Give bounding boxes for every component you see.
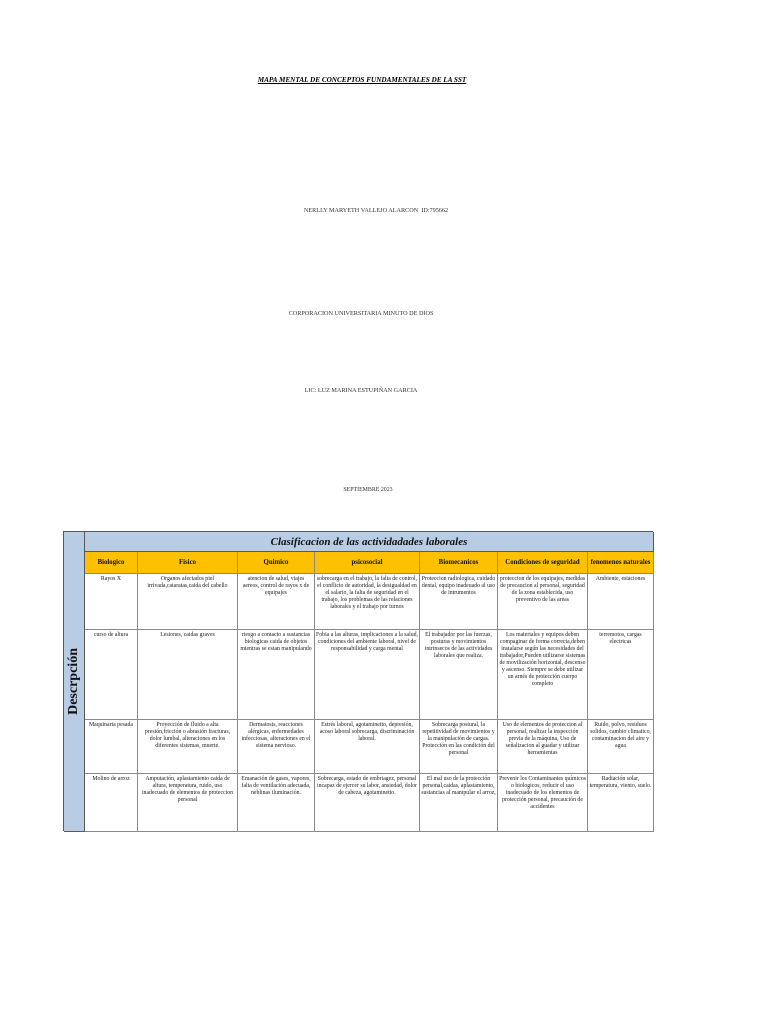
cell-fenomenos-naturales: Ruido, polvo, residuos solidos, cambio climatico, contaminacion del aire y agua — [588, 720, 654, 774]
column-header-psicosocial: psicosocial — [315, 552, 420, 574]
author-line: NERLLY MARYETH VALLEJO ALARCON ID:795662 — [303, 207, 449, 214]
cell-psicosocial: sobrecarga en el trabajo, la falta de control, el conflicto de autoridad, la desigualdad en el salario, la falta de seguridad en el trabajo, los problemas de las relaciones laborales y el trabajo por turnos — [315, 574, 420, 630]
date-line: SEPTIEMBRE 2023 — [343, 487, 393, 493]
cell-fenomenos-naturales: terremotos, cargas electricas — [588, 630, 654, 720]
institution-line: CORPORACION UNIVERSITARIA MINUTO DE DIOS — [288, 310, 434, 317]
activities-classification-table — [63, 531, 653, 831]
column-header-fenomenos-naturales: fenomenos naturales — [588, 552, 654, 574]
cell-fisico: Organos afectados piel irrivada,cataratas,caida del cabello — [138, 574, 238, 630]
cell-condiciones-seguridad: Uso de elementos de proteccion al personal, realizar la inspección previa de la máquina, Uso de señalizacion al guadar y utilizar herramientas — [498, 720, 588, 774]
column-header-fisico: Fisico — [138, 552, 238, 574]
column-header-condiciones-seguridad: Condiciones de seguridad — [498, 552, 588, 574]
cell-condiciones-seguridad: Los materiales y equipos deben compaginar de forma correcta,deben instalarse según las necesidades del trabajador,Pueden utilizarse sistemas de movilización horizontal, descenso y ascenso. Siempre se debe utilizar un arnés de protección cuerpo completo — [498, 630, 588, 720]
cell-biologico: Rayos X — [85, 574, 138, 630]
cell-biologico: Maquinaria pesada — [85, 720, 138, 774]
document-title: MAPA MENTAL DE CONCEPTOS FUNDAMENTALES DE LA SST — [257, 76, 467, 84]
cell-condiciones-seguridad: Prevenir los Contaminantes químicos o biologicos, reducir el uso inadecuado de los elementos de protección personal, precaución de accidentes — [498, 774, 588, 832]
cell-quimico: riesgo a contacto a sustancias biologicas caida de objetos mientras se estan manipulando — [238, 630, 315, 720]
cell-quimico: Emanación de gases, vapores, falta de ventilación adecuada, neblinas iluminación. — [238, 774, 315, 832]
column-header-biomecanicos: Biomecanicos — [420, 552, 498, 574]
column-header-biologico: Biologico — [85, 552, 138, 574]
cell-biomecanicos: Sobrecarga postural, la repetitividad de movimientos y la manipulación de cargas. Protección en las condición del personal — [420, 720, 498, 774]
instructor-line: LIC: LUZ MARINA ESTUPIÑAN GARCIA — [304, 387, 418, 394]
cell-biologico: curso de altura — [85, 630, 138, 720]
cell-biomecanicos: Proteccion radiologica, cuidado dental, equipo inadeuado al uso de intrumentos — [420, 574, 498, 630]
cell-biomecanicos: El trabajador por las fuerzas, posturas y movimientos intrinsecos de las actividades laborales que realiza. — [420, 630, 498, 720]
cell-fisico: Proyección de fluido a alta presión,fricción o abrasión fracturas, dolor lumbal, alteraciones en los diferentes sistemas, muerte. — [138, 720, 238, 774]
cell-condiciones-seguridad: proteccion de los equipajes, medidas de precaucion al personal, seguridad de la zona establecida, uso preventivo de las areas — [498, 574, 588, 630]
table-caption: Clasificacion de las actividadades laborales — [85, 532, 654, 552]
cell-fenomenos-naturales: Ambiente, estaciones — [588, 574, 654, 630]
column-header-quimico: Quimico — [238, 552, 315, 574]
side-label-cell — [64, 532, 85, 832]
cell-fenomenos-naturales: Radiación solar, temperatura, viento, suelo. — [588, 774, 654, 832]
cell-biologico: Molino de arroz — [85, 774, 138, 832]
cell-psicosocial: Fobia a las alturas, implicaciones a la salud, condiciones del ambiente laboral, nivel de responsabilidad y carga mental — [315, 630, 420, 720]
cell-quimico: Dermatosis, reacciones alérgicas, enfermedades infecciosas, alteraciones en el sistema nervioso. — [238, 720, 315, 774]
cell-psicosocial: Sobrecarga, estado de embriagez, personal incapaz de ejercer su labor, ansiedad, dolor de cabeza, agotaminetto. — [315, 774, 420, 832]
cell-psicosocial: Estrés laboral, agotaminetto, depresión, acoso laboral sobrecarga, discriminación laboral. — [315, 720, 420, 774]
cell-biomecanicos: El mal uso de la protección personal,caidas, aplastamiento, sustancias al manipular el arroz, — [420, 774, 498, 832]
side-label: Descrpción — [66, 648, 81, 715]
cell-fisico: Lesiones, caidas graves — [138, 630, 238, 720]
cell-quimico: atencion de salud, viajes aereos, control de rayos x de equipajes — [238, 574, 315, 630]
cell-fisico: Amputación, aplastamiento caida de altura, temperatura, ruido, uso inadecuado de elementos de proteccion personal — [138, 774, 238, 832]
